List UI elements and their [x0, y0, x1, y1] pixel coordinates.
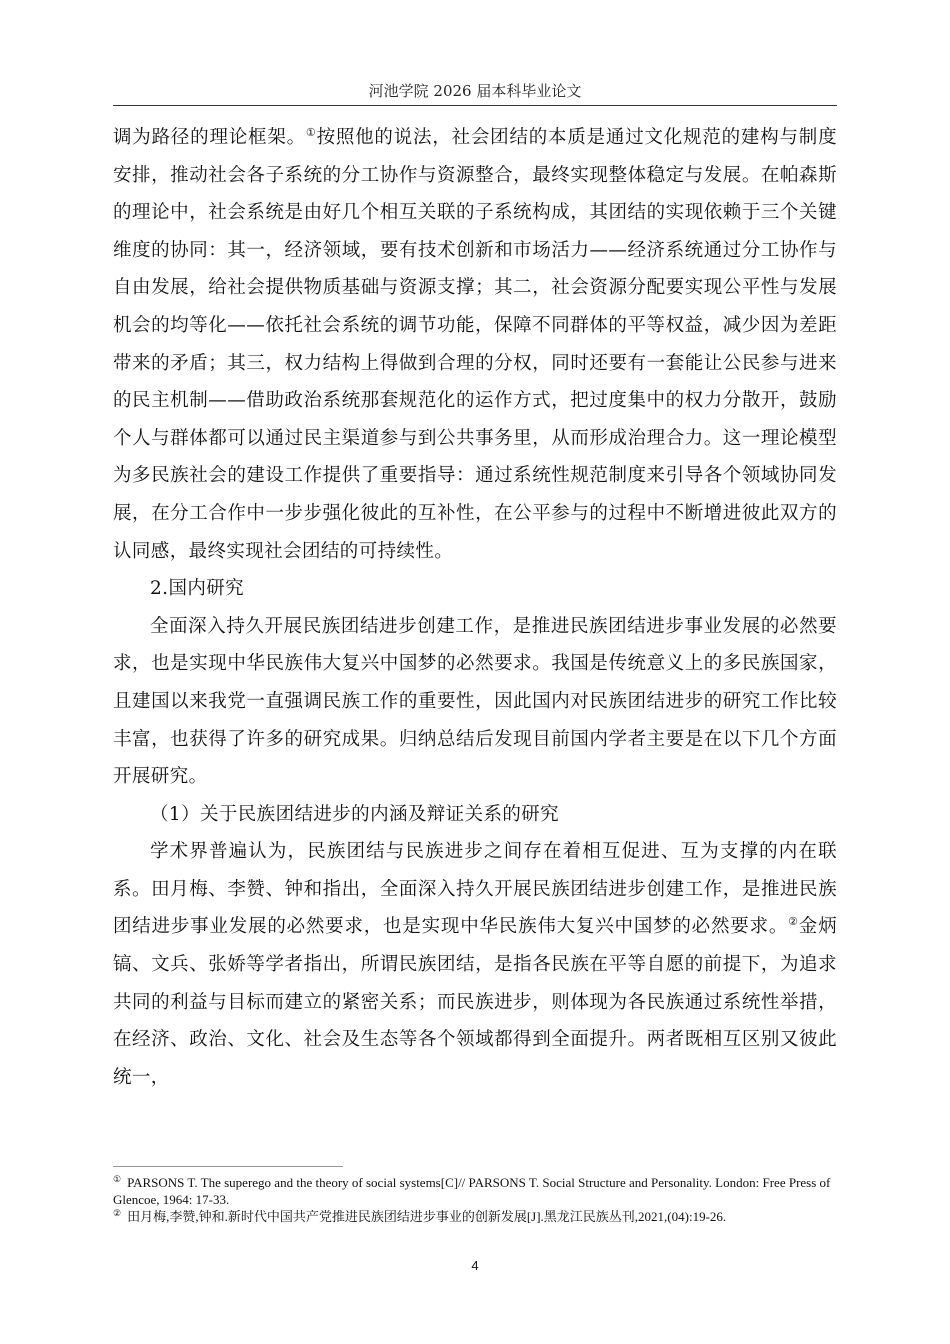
footnote-ref-1[interactable]: ① — [305, 125, 317, 139]
text-run: 金炳镐、文兵、张娇等学者指出，所谓民族团结，是指各民族在平等自愿的前提下，为追求共同的利益与目标而建立的紧密关系；而民族进步，则体现为各民族通过系统性举措，在经济、政治、文化、社会及生态等各个领域都得到全面提升。两者既相互区别又彼此统一， — [113, 916, 837, 1088]
text-run: 学术界普遍认为，民族团结与民族进步之间存在着相互促进、互为支撑的内在联系。田月梅、李赞、钟和指出，全面深入持久开展民族团结进步创建工作，是推进民族团结进步事业发展的必然要求，也是实现中华民族伟大复兴中国梦的必然要求。 — [113, 841, 837, 938]
footnote-divider — [113, 1166, 343, 1167]
header-divider — [113, 105, 837, 106]
footnote-text: 田月梅,李赞,钟和.新时代中国共产党推进民族团结进步事业的创新发展[J].黑龙江民族丛刊,2021,(04):19-26. — [127, 1209, 727, 1224]
page-header-title: 河池学院 2026 届本科毕业论文 — [368, 82, 582, 100]
footnote-ref-2[interactable]: ② — [788, 915, 799, 929]
footnote-1 — [113, 1174, 837, 1208]
paragraph-domestic-overview — [113, 608, 837, 796]
footnote-mark: ② — [113, 1207, 122, 1218]
text-run: 按照他的说法，社会团结的本质是通过文化规范的建构与制度安排，推动社会各子系统的分工协作与资源整合，最终实现整体稳定与发展。在帕森斯的理论中，社会系统是由好几个相互关联的子系统构成，其团结的实现依赖于三个关键维度的协同：其一，经济领域，要有技术创新和市场活力——经济系统通过分工协作与自由发展，给社会提供物质基础与资源支撑；其二，社会资源分配要实现公平性与发展机会的均等化——依托社会系统的调节功能，保障不同群体的平等权益，减少因为差距带来的矛盾；其三，权力结构上得做到合理的分权，同时还要有一套能让公民参与进来的民主机制——借助政治系统那套规范化的运作方式，把过度集中的权力分散开，鼓励个人与群体都可以通过民主渠道参与到公共事务里，从而形成治理合力。这一理论模型为多民族社会的建设工作提供了重要指导：通过系统性规范制度来引导各个领域协同发展，在分工合作中一步步强化彼此的互补性，在公平参与的过程中不断增进彼此双方的认同感，最终实现社会团结的可持续性。 — [113, 127, 837, 562]
body-text — [113, 119, 837, 1096]
paragraph-unity-progress — [113, 833, 837, 1096]
heading-text: 2.国内研究 — [150, 578, 245, 600]
heading-text: （1）关于民族团结进步的内涵及辩证关系的研究 — [150, 803, 560, 825]
page-number: 4 — [471, 1258, 479, 1273]
section-heading-domestic-research — [113, 570, 837, 608]
text-run: 调为路径的理论框架。 — [113, 127, 306, 148]
subsection-heading-connotation — [113, 796, 837, 834]
footnotes — [113, 1174, 837, 1225]
footnote-mark: ① — [113, 1173, 122, 1184]
footnote-2 — [113, 1208, 837, 1225]
text-run: 全面深入持久开展民族团结进步创建工作，是推进民族团结进步事业发展的必然要求，也是实现中华民族伟大复兴中国梦的必然要求。我国是传统意义上的多民族国家，且建国以来我党一直强调民族工作的重要性，因此国内对民族团结进步的研究工作比较丰富，也获得了许多的研究成果。归纳总结后发现目前国内学者主要是在以下几个方面开展研究。 — [113, 615, 837, 788]
footnote-text: PARSONS T. The superego and the theory of social systems[C]// PARSONS T. Social Structure and Personality. London: Free Press of Glencoe, 1964: 17-33. — [113, 1175, 831, 1207]
paragraph-parsons-theory — [113, 119, 837, 570]
